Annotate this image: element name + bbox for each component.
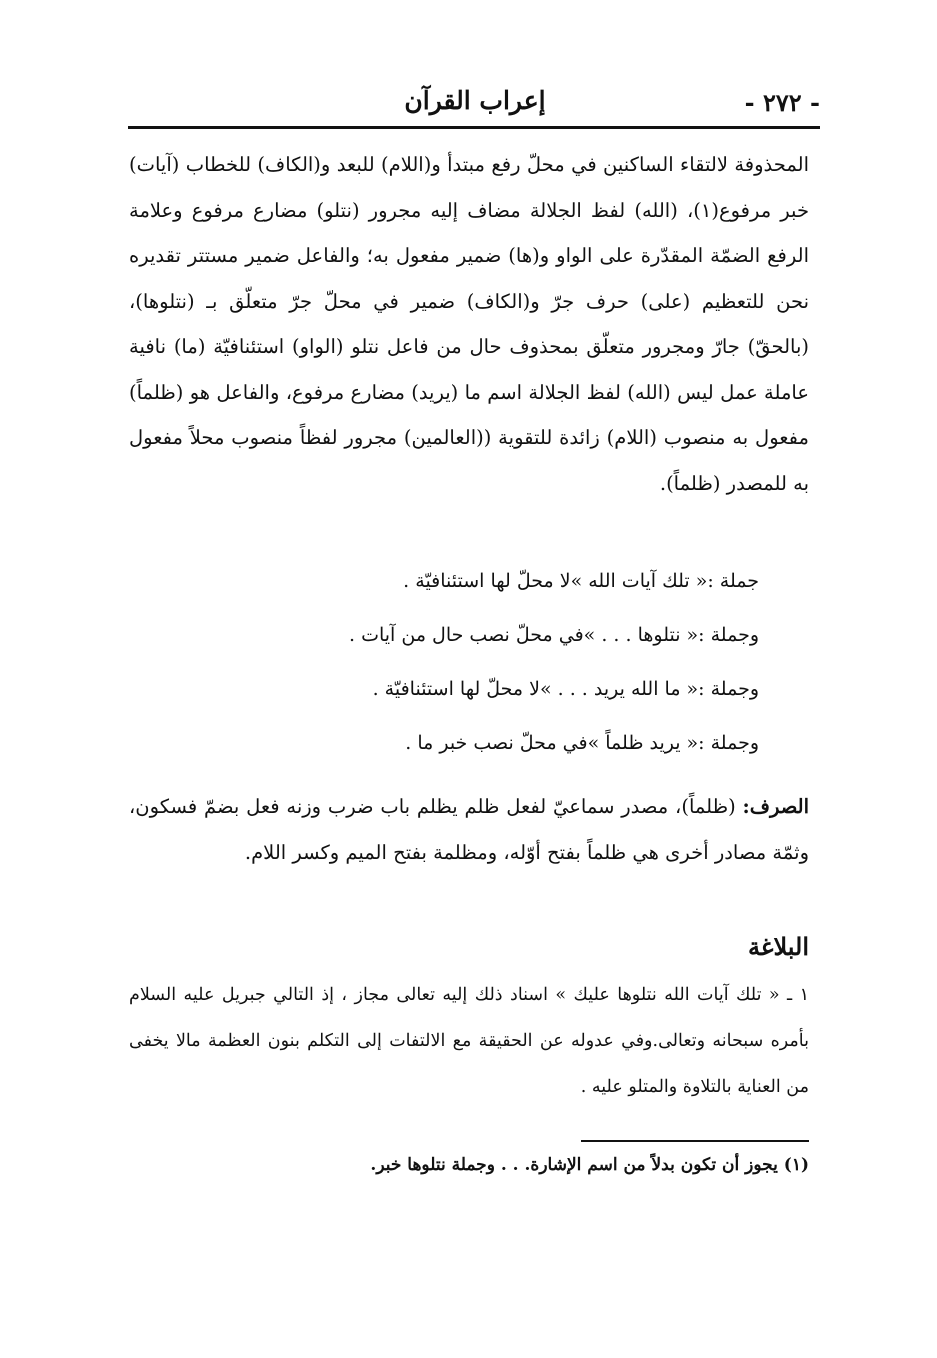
sentence-item: وجملة :« ما الله يريد . . . »لا محلّ لها استئنافيّة .	[372, 678, 759, 700]
running-title: إعراب القرآن	[404, 86, 546, 115]
footnote: (١) يجوز أن تكون بدلاً من اسم الإشارة. . . وجملة نتلوها خبر.	[370, 1155, 809, 1175]
sentence-item: وجملة :« يريد ظلماً »في محلّ نصب خبر ما .	[405, 732, 759, 754]
sarf-section	[129, 784, 809, 876]
page-header	[130, 78, 820, 128]
sentences-list	[139, 562, 759, 778]
header-rule	[128, 126, 820, 129]
page-number: - ٢٧٢ -	[744, 88, 820, 117]
irab-text: المحذوفة لالتقاء الساكنين في محلّ رفع مبتدأ و(اللام) للبعد و(الكاف) للخطاب (آيات) خبر مرفوع(١)، (الله) لفظ الجلالة مضاف إليه مجرور (نتلو) مضارع مرفوع وعلامة الرفع الضمّة المقدّرة على الواو و(ها) ضمير مفعول به؛ والفاعل ضمير مستتر تقديره نحن للتعظيم (على) حرف جرّ و(الكاف) ضمير في محلّ جرّ متعلّق بـ (نتلوها)، (بالحقّ) جارّ ومجرور متعلّق بمحذوف حال من فاعل نتلو (الواو) استئنافيّة (ما) نافية عاملة عمل ليس (الله) لفظ الجلالة اسم ما (يريد) مضارع مرفوع، والفاعل هو (ظلماً) مفعول به منصوب (اللام) زائدة للتقوية ((العالمين) مجرور لفظاً منصوب محلاً مفعول به للمصدر (ظلماً).	[129, 153, 809, 495]
sentence-item: وجملة :« نتلوها . . . »في محلّ نصب حال من آيات .	[349, 624, 759, 646]
balagha-heading: البلاغة	[748, 932, 809, 961]
sarf-text: (ظلماً)، مصدر سماعيّ لفعل ظلم يظلم باب ضرب وزنه فعل بضمّ فسكون، وثمّة مصادر أخرى هي ظلماً بفتح أوّله، ومظلمة بفتح الميم وكسر اللام.	[129, 795, 809, 864]
balagha-text: ١ ـ « تلك آيات الله نتلوها عليك » اسناد ذلك إليه تعالى مجاز ، إذ التالي جبريل عليه السلام بأمره سبحانه وتعالى.وفي عدوله عن الحقيقة مع الالتفات إلى التكلم بنون العظمة مالا يخفى من العناية بالتلاوة والمتلو عليه .	[129, 985, 809, 1097]
sarf-label: الصرف:	[742, 795, 809, 818]
footnote-rule	[581, 1140, 809, 1142]
sentence-item: جملة :« تلك آيات الله »لا محلّ لها استئنافيّة .	[403, 570, 759, 592]
irab-paragraph	[129, 142, 809, 506]
